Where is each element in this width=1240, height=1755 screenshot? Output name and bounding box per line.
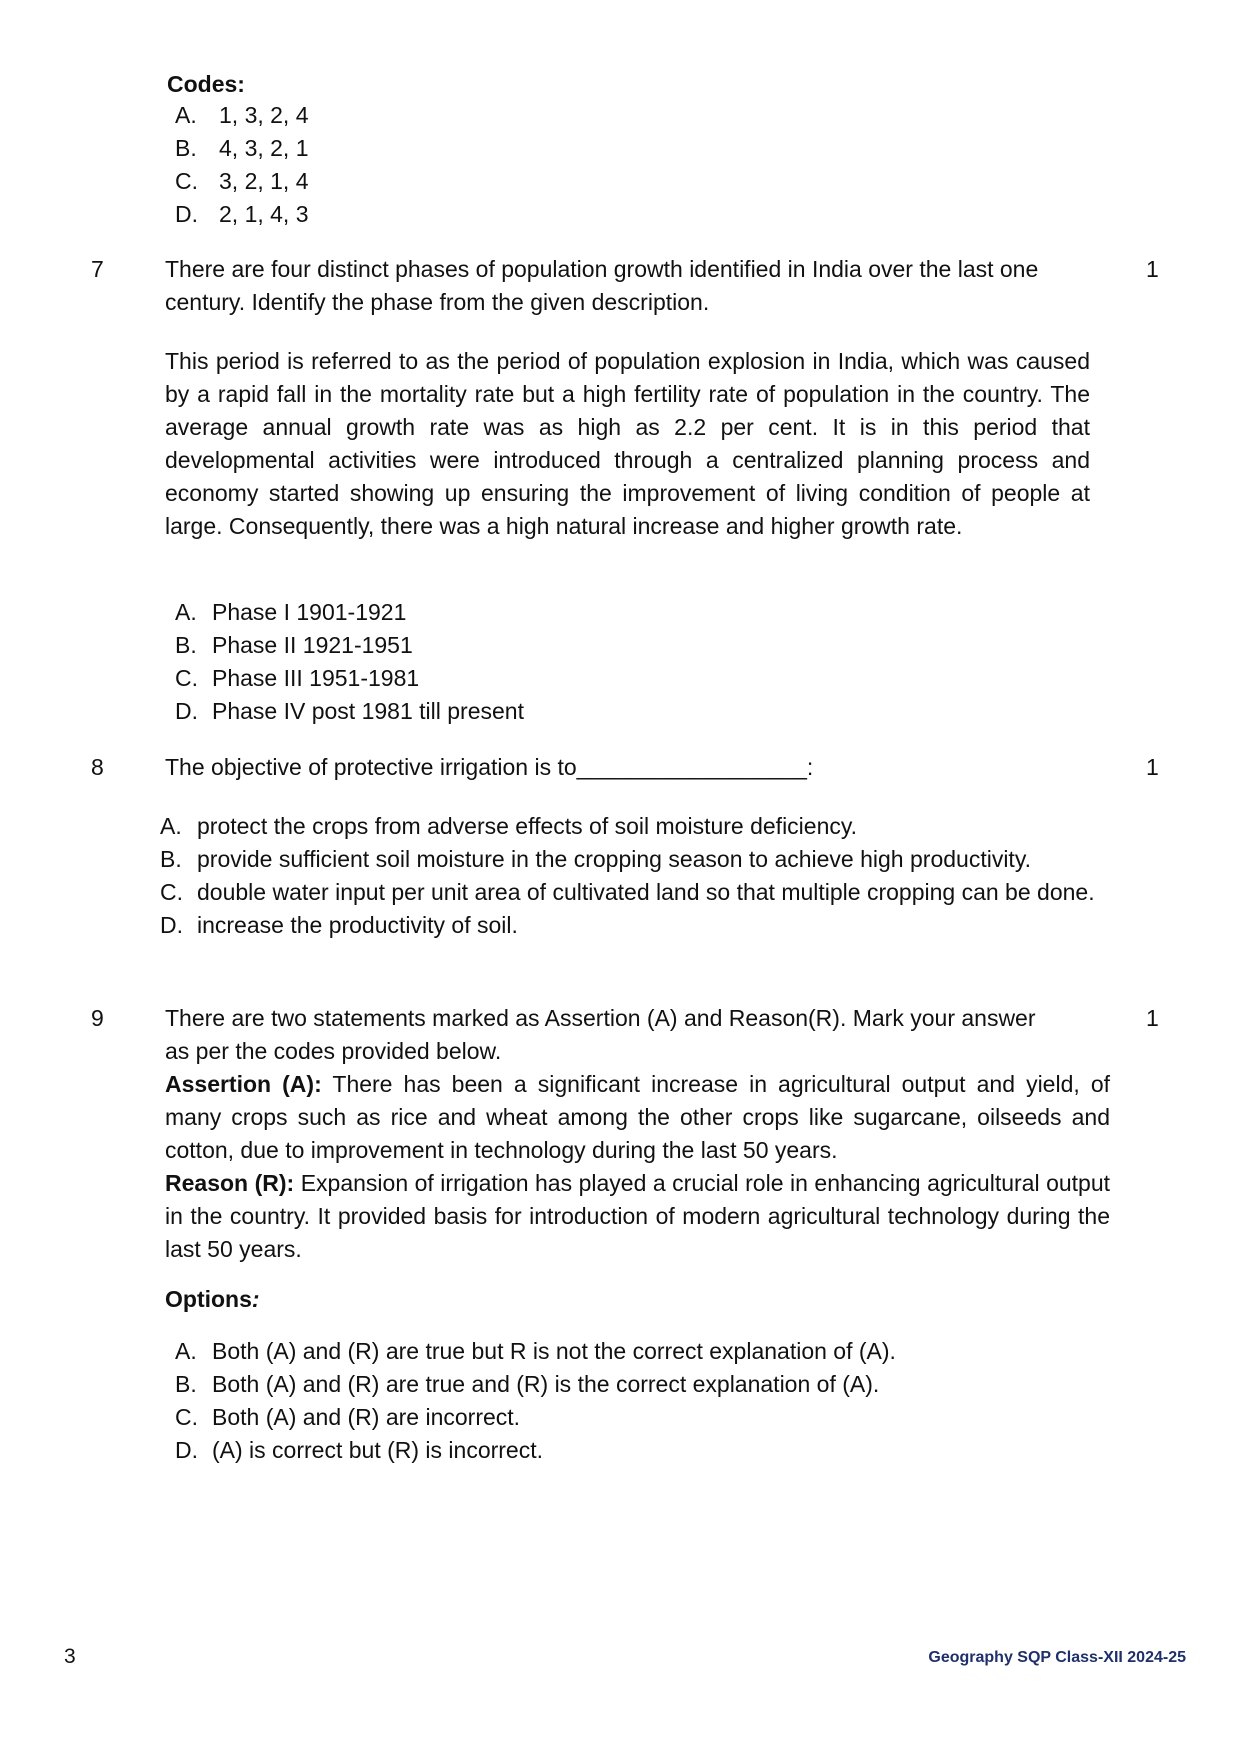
question-prompt: There are four distinct phases of population growth identified in India over the last one century. Identify the phase from the given description. <box>165 256 1039 315</box>
list-item: B. Phase II 1921-1951 <box>175 632 413 658</box>
footer-title: Geography SQP Class-XII 2024-25 <box>928 1649 1186 1666</box>
question-number: 8 <box>91 754 104 780</box>
list-item: A. 1, 3, 2, 4 <box>175 102 309 128</box>
assertion-text: There has been a significant increase in agricultural output and yield, of many crops such as rice and wheat among the other crops like sugarcane, oilseeds and cotton, due to improvement in technology during the last 50 years. <box>165 1071 1110 1163</box>
list-item: D. Phase IV post 1981 till present <box>175 698 524 724</box>
list-item: D. (A) is correct but (R) is incorrect. <box>175 1437 543 1463</box>
answer-options-list <box>160 810 1110 942</box>
list-item: B. 4, 3, 2, 1 <box>175 135 309 161</box>
list-item: C. 3, 2, 1, 4 <box>175 168 309 194</box>
answer-options-list <box>175 596 975 728</box>
question-number: 7 <box>91 256 104 282</box>
options-heading: Options: <box>165 1286 260 1312</box>
list-item: D. increase the productivity of soil. <box>160 912 518 938</box>
page-number: 3 <box>64 1645 76 1668</box>
list-item: A. Phase I 1901-1921 <box>175 599 407 625</box>
list-item: B. provide sufficient soil moisture in the cropping season to achieve high productivity. <box>160 846 1031 872</box>
list-item: B. Both (A) and (R) are true and (R) is the correct explanation of (A). <box>175 1371 880 1397</box>
question-marks: 1 <box>1146 754 1159 780</box>
list-item: C. Both (A) and (R) are incorrect. <box>175 1404 521 1430</box>
list-item: C. Phase III 1951-1981 <box>175 665 420 691</box>
codes-options-list <box>175 99 575 231</box>
answer-options-list <box>175 1335 1125 1467</box>
question-prompt: There are two statements marked as Assertion (A) and Reason(R). Mark your answer as per the codes provided below. <box>165 1005 1036 1064</box>
assertion-label: Assertion (A): <box>165 1071 322 1097</box>
question-passage: This period is referred to as the period of population explosion in India, which was caused by a rapid fall in the mortality rate but a high fertility rate of population in the country. The average annual growth rate was as high as 2.2 per cent. It is in this period that developmental activities were introduced through a centralized planning process and economy started showing up ensuring the improvement of living condition of people at large. Consequently, there was a high natural increase and higher growth rate. <box>165 348 1090 539</box>
question-number: 9 <box>91 1005 104 1031</box>
list-item: A. Both (A) and (R) are true but R is not the correct explanation of (A). <box>175 1338 896 1364</box>
reason-text: Expansion of irrigation has played a crucial role in enhancing agricultural output in the country. It provided basis for introduction of modern agricultural technology during the last 50 years. <box>165 1170 1111 1262</box>
reason-block <box>165 1167 1110 1266</box>
codes-heading: Codes: <box>167 71 245 97</box>
list-item: D. 2, 1, 4, 3 <box>175 201 309 227</box>
question-marks: 1 <box>1146 256 1159 282</box>
question-marks: 1 <box>1146 1005 1159 1031</box>
assertion-block <box>165 1068 1110 1167</box>
list-item: A. protect the crops from adverse effects of soil moisture deficiency. <box>160 813 858 839</box>
reason-label: Reason (R): <box>165 1170 295 1196</box>
question-prompt: The objective of protective irrigation is to__________________: <box>165 754 814 780</box>
list-item: C. double water input per unit area of cultivated land so that multiple cropping can be done. <box>160 879 1095 905</box>
